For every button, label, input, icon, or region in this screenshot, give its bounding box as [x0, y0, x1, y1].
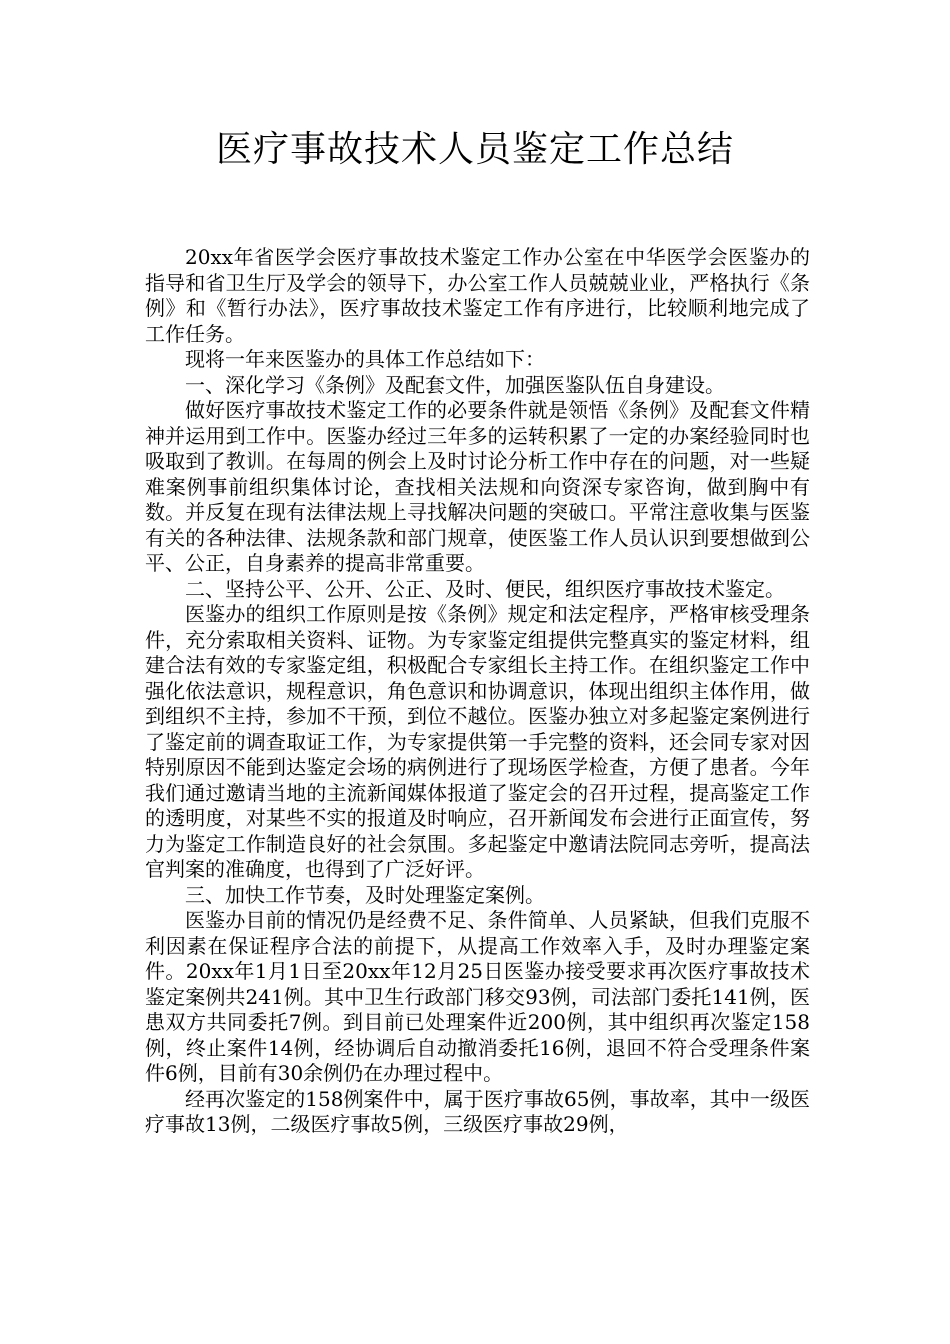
paragraph-section-2: 医鉴办的组织工作原则是按《条例》规定和法定程序，严格审核受理条件，充分索取相关资料、证物。为专家鉴定组提供完整真实的鉴定材料，组建合法有效的专家鉴定组，积极配合专家组长主持工作。在组织鉴定工作中强化依法意识，规程意识，角色意识和协调意识，体现出组织主体作用，做到组织不主持，参加不干预，到位不越位。医鉴办独立对多起鉴定案例进行了鉴定前的调查取证工作，为专家提供第一手完整的资料，还会同专家对因特别原因不能到达鉴定会场的病例进行了现场医学检查，方便了患者。今年我们通过邀请当地的主流新闻媒体报道了鉴定会的召开过程，提高鉴定工作的透明度，对某些不实的报道及时响应，召开新闻发布会进行正面宣传，努力为鉴定工作制造良好的社会氛围。多起鉴定中邀请法院同志旁听，提高法官判案的准确度，也得到了广泛好评。 [145, 602, 810, 881]
paragraph-section-3: 医鉴办目前的情况仍是经费不足、条件简单、人员紧缺，但我们克服不利因素在保证程序合法的前提下，从提高工作效率入手，及时办理鉴定案件。20xx年1月1日至20xx年12月25日医鉴办接受要求再次医疗事故技术鉴定案例共241例。其中卫生行政部门移交93例，司法部门委托141例，医患双方共同委托7例。到目前已处理案件近200例，其中组织再次鉴定158例，终止案件14例，经协调后自动撤消委托16例，退回不符合受理条件案件6例，目前有30余例仍在办理过程中。 [145, 908, 810, 1085]
paragraph-intro: 20xx年省医学会医疗事故技术鉴定工作办公室在中华医学会医鉴办的指导和省卫生厅及学会的领导下，办公室工作人员兢兢业业，严格执行《条例》和《暂行办法》，医疗事故技术鉴定工作有序进行，比较顺利地完成了工作任务。 [145, 245, 810, 346]
section-heading-3: 三、加快工作节奏，及时处理鉴定案例。 [185, 882, 545, 907]
section-heading-2: 二、坚持公平、公开、公正、及时、便民，组织医疗事故技术鉴定。 [185, 576, 785, 601]
document-body [145, 245, 810, 1138]
document-title: 医疗事故技术人员鉴定工作总结 [215, 129, 734, 170]
paragraph-section-3-stats: 经再次鉴定的158例案件中，属于医疗事故65例，事故率，其中一级医疗事故13例，二级医疗事故5例，三级医疗事故29例， [145, 1086, 810, 1136]
paragraph-summary-lead: 现将一年来医鉴办的具体工作总结如下： [185, 347, 545, 371]
paragraph-section-1: 做好医疗事故技术鉴定工作的必要条件就是领悟《条例》及配套文件精神并运用到工作中。医鉴办经过三年多的运转积累了一定的办案经验同时也吸取到了教训。在每周的例会上及时讨论分析工作中存在的问题，对一些疑难案例事前组织集体讨论，查找相关法规和向资深专家咨询，做到胸中有数。并反复在现有法律法规上寻找解决问题的突破口。平常注意收集与医鉴有关的各种法律、法规条款和部门规章，使医鉴工作人员认识到要想做到公平、公正，自身素养的提高非常重要。 [145, 398, 810, 575]
section-heading-1: 一、深化学习《条例》及配套文件，加强医鉴队伍自身建设。 [185, 372, 725, 397]
